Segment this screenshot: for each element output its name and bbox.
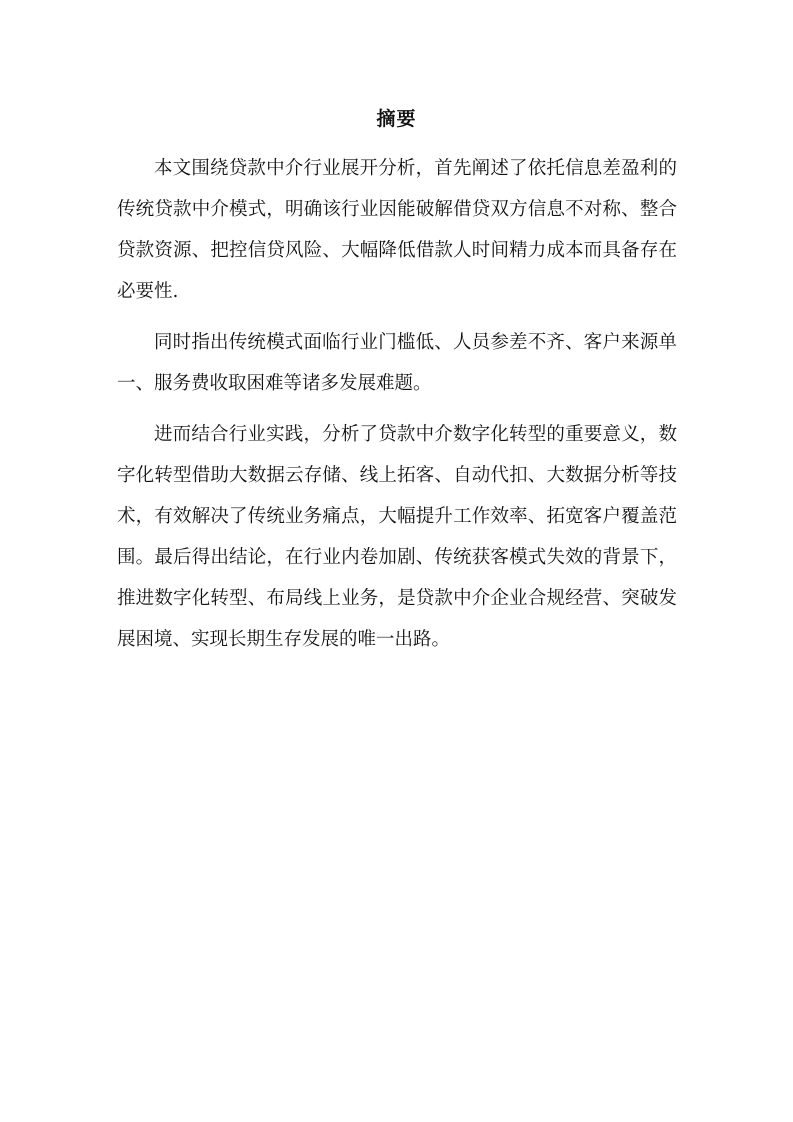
abstract-paragraph-1: 本文围绕贷款中介行业展开分析，首先阐述了依托信息差盈利的传统贷款中介模式，明确该行业因能破解借贷双方信息不对称、整合贷款资源、把控信贷风险、大幅降低借款人时间精力成本而具备存在必要性. xyxy=(117,158,677,302)
document-body xyxy=(117,148,677,670)
document-title: 摘要 xyxy=(376,108,417,130)
abstract-paragraph-2: 同时指出传统模式面临行业门槛低、人员参差不齐、客户来源单一、服务费收取困难等诸多发展难题。 xyxy=(117,332,677,394)
abstract-paragraph-3: 进而结合行业实践，分析了贷款中介数字化转型的重要意义，数字化转型借助大数据云存储、线上拓客、自动代扣、大数据分析等技术，有效解决了传统业务痛点，大幅提升工作效率、拓宽客户覆盖范围。最后得出结论，在行业内卷加剧、传统获客模式失效的背景下，推进数字化转型、布局线上业务，是贷款中介企业合规经营、突破发展困境、实现长期生存发展的唯一出路。 xyxy=(117,424,677,650)
